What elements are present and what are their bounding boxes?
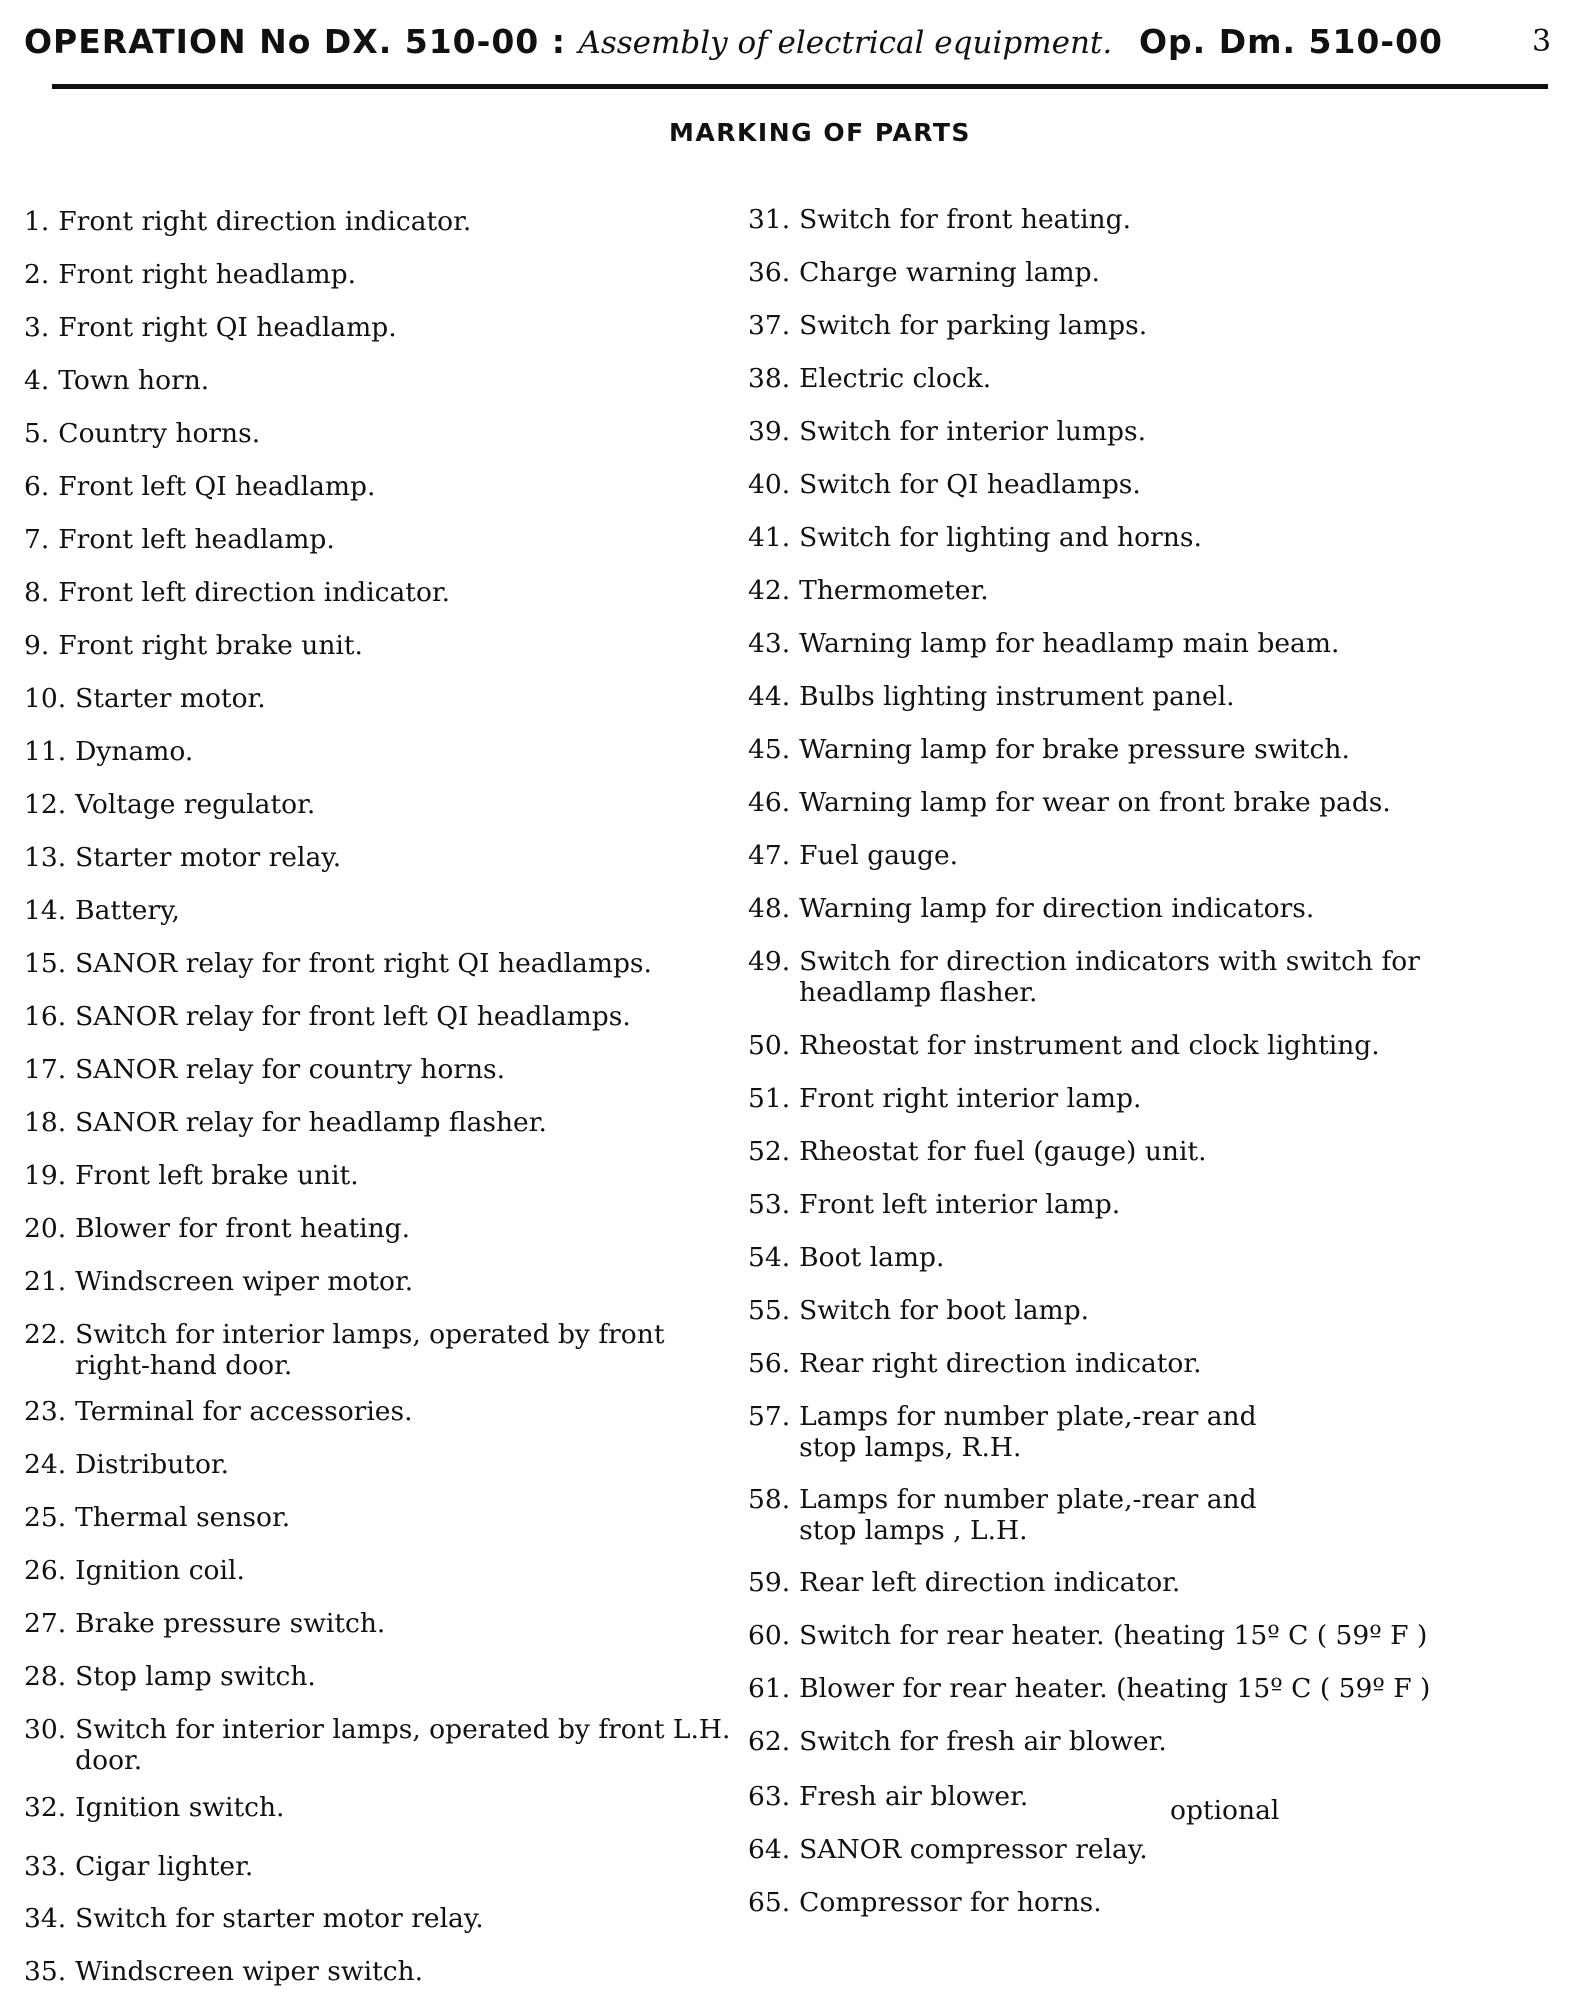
item-number: 46. xyxy=(748,787,791,818)
item-text xyxy=(75,1792,284,1823)
item-text-line: Switch for interior lamps, operated by front L.H. xyxy=(75,1714,731,1745)
item-text xyxy=(799,1887,1102,1918)
item-number: 17. xyxy=(24,1054,67,1085)
item-text xyxy=(75,1714,730,1776)
item-text xyxy=(799,1834,1148,1865)
item-number: 5. xyxy=(24,418,50,449)
item-text xyxy=(58,418,260,449)
item-number: 37. xyxy=(748,310,791,341)
item-number: 61. xyxy=(748,1673,791,1704)
item-text-line: Bulbs lighting instrument panel. xyxy=(799,681,1235,712)
item-number: 11. xyxy=(24,736,67,767)
item-number: 10. xyxy=(24,683,67,714)
item-number: 40. xyxy=(748,469,791,500)
item-text xyxy=(75,1449,229,1480)
list-item xyxy=(748,469,1141,500)
item-text xyxy=(75,1851,253,1882)
item-text-line: Switch for interior lumps. xyxy=(799,416,1147,447)
list-item xyxy=(24,1001,631,1032)
item-text xyxy=(58,630,363,661)
item-text-line: Charge warning lamp. xyxy=(799,257,1100,288)
item-text-line: Fresh air blower. xyxy=(799,1781,1029,1812)
list-item xyxy=(24,1319,664,1381)
item-text xyxy=(75,1160,358,1191)
item-number: 38. xyxy=(748,363,791,394)
item-text-line: Switch for QI headlamps. xyxy=(799,469,1141,500)
list-item xyxy=(748,628,1339,659)
item-text xyxy=(799,575,989,606)
list-item xyxy=(748,522,1202,553)
list-item xyxy=(24,1851,253,1882)
item-text-line: Dynamo. xyxy=(75,736,194,767)
item-text xyxy=(799,1083,1141,1114)
list-item xyxy=(24,1714,730,1776)
item-text xyxy=(58,524,335,555)
list-item xyxy=(748,1242,944,1273)
item-text xyxy=(799,469,1141,500)
list-item xyxy=(748,1348,1202,1379)
list-item xyxy=(24,789,315,820)
item-text-line: Thermal sensor. xyxy=(75,1502,291,1533)
list-item xyxy=(748,416,1146,447)
item-number: 65. xyxy=(748,1887,791,1918)
item-number: 36. xyxy=(748,257,791,288)
item-text-line: Cigar lighter. xyxy=(75,1851,254,1882)
list-item xyxy=(748,734,1350,765)
item-text-line: Boot lamp. xyxy=(799,1242,945,1273)
list-item xyxy=(24,842,341,873)
item-text xyxy=(75,895,180,926)
item-number: 9. xyxy=(24,630,50,661)
item-number: 43. xyxy=(748,628,791,659)
item-text xyxy=(75,789,315,820)
page-number: 3 xyxy=(1532,24,1552,59)
list-item xyxy=(748,204,1131,235)
item-text-line: Switch for front heating. xyxy=(799,204,1132,235)
list-item xyxy=(24,471,375,502)
item-text xyxy=(799,1295,1089,1326)
item-number: 60. xyxy=(748,1620,791,1651)
item-text-line: Rheostat for fuel (gauge) unit. xyxy=(799,1136,1207,1167)
item-text-line: Warning lamp for brake pressure switch. xyxy=(799,734,1350,765)
item-number: 55. xyxy=(748,1295,791,1326)
item-text xyxy=(75,736,193,767)
list-item xyxy=(748,1295,1089,1326)
optional-note: optional xyxy=(1170,1795,1280,1826)
item-text xyxy=(799,946,1420,1008)
item-number: 51. xyxy=(748,1083,791,1114)
list-item xyxy=(24,577,450,608)
item-text-line: Rear right direction indicator. xyxy=(799,1348,1202,1379)
item-text xyxy=(799,787,1391,818)
list-item xyxy=(24,418,260,449)
item-text-line: Town horn. xyxy=(58,365,210,396)
list-item xyxy=(24,1661,316,1692)
item-text xyxy=(799,416,1146,447)
list-item xyxy=(748,1567,1180,1598)
item-text-line: Distributor. xyxy=(75,1449,230,1480)
item-text-line: Electric clock. xyxy=(799,363,992,394)
item-number: 58. xyxy=(748,1484,791,1515)
header-rule xyxy=(52,84,1548,89)
item-text xyxy=(799,1620,1427,1651)
list-item xyxy=(24,1608,385,1639)
item-text-line: Compressor for horns. xyxy=(799,1887,1102,1918)
item-text xyxy=(58,577,450,608)
item-text xyxy=(799,1484,1256,1546)
item-number: 27. xyxy=(24,1608,67,1639)
item-number: 2. xyxy=(24,259,50,290)
item-text-line: Warning lamp for direction indicators. xyxy=(799,893,1315,924)
item-number: 12. xyxy=(24,789,67,820)
item-text xyxy=(799,681,1234,712)
item-number: 50. xyxy=(748,1030,791,1061)
list-item xyxy=(24,259,356,290)
item-text-line: Front right interior lamp. xyxy=(799,1083,1142,1114)
item-number: 25. xyxy=(24,1502,67,1533)
item-text-line: Lamps for number plate,-rear and xyxy=(799,1484,1257,1515)
list-item xyxy=(24,1903,484,1934)
item-text-line: Blower for rear heater. (heating 15º C ( 59º F ) xyxy=(799,1673,1431,1704)
item-number: 54. xyxy=(748,1242,791,1273)
item-text-line: SANOR compressor relay. xyxy=(799,1834,1148,1865)
item-text-line: Lamps for number plate,-rear and xyxy=(799,1401,1257,1432)
item-number: 35. xyxy=(24,1956,67,1987)
item-number: 8. xyxy=(24,577,50,608)
item-text xyxy=(58,471,375,502)
item-number: 42. xyxy=(748,575,791,606)
item-text xyxy=(75,1266,413,1297)
list-item xyxy=(748,1083,1141,1114)
item-text xyxy=(799,1136,1206,1167)
list-item xyxy=(748,1887,1102,1918)
item-text-line: Switch for direction indicators with switch for xyxy=(799,946,1420,977)
item-number: 44. xyxy=(748,681,791,712)
item-number: 19. xyxy=(24,1160,67,1191)
list-item xyxy=(24,1502,290,1533)
item-text-line: Front left brake unit. xyxy=(75,1160,359,1191)
item-number: 32. xyxy=(24,1792,67,1823)
list-item xyxy=(748,310,1147,341)
item-number: 21. xyxy=(24,1266,67,1297)
item-number: 57. xyxy=(748,1401,791,1432)
item-text-line: Front right brake unit. xyxy=(58,630,363,661)
item-text-line: Thermometer. xyxy=(799,575,989,606)
item-number: 52. xyxy=(748,1136,791,1167)
list-item xyxy=(24,1107,547,1138)
item-text-line: Switch for lighting and horns. xyxy=(799,522,1202,553)
item-number: 62. xyxy=(748,1726,791,1757)
item-text-line: Fuel gauge. xyxy=(799,840,959,871)
list-item xyxy=(24,683,266,714)
item-number: 18. xyxy=(24,1107,67,1138)
list-item xyxy=(24,895,180,926)
item-number: 33. xyxy=(24,1851,67,1882)
list-item xyxy=(24,736,193,767)
item-text-line: Front left interior lamp. xyxy=(799,1189,1121,1220)
item-text xyxy=(75,1661,316,1692)
item-text-line: Battery, xyxy=(75,895,180,926)
item-text xyxy=(799,1189,1120,1220)
item-number: 4. xyxy=(24,365,50,396)
item-number: 49. xyxy=(748,946,791,977)
list-item xyxy=(748,1484,1257,1546)
item-text xyxy=(799,893,1314,924)
item-text-line: Front left QI headlamp. xyxy=(58,471,376,502)
item-text xyxy=(58,365,209,396)
item-number: 23. xyxy=(24,1396,67,1427)
list-item xyxy=(748,946,1420,1008)
list-item xyxy=(24,524,335,555)
list-item xyxy=(24,1449,229,1480)
item-text-line: Rheostat for instrument and clock lighting. xyxy=(799,1030,1380,1061)
list-item xyxy=(748,1673,1430,1704)
item-text xyxy=(75,1608,385,1639)
item-text xyxy=(75,683,266,714)
item-text xyxy=(58,206,471,237)
item-text xyxy=(58,312,396,343)
list-item xyxy=(748,1030,1380,1061)
list-item xyxy=(748,1401,1257,1463)
list-item xyxy=(748,575,989,606)
item-text xyxy=(799,840,958,871)
item-text xyxy=(799,1726,1167,1757)
item-text xyxy=(75,1903,484,1934)
item-number: 1. xyxy=(24,206,50,237)
item-text xyxy=(75,1396,412,1427)
item-number: 16. xyxy=(24,1001,67,1032)
item-text xyxy=(799,734,1350,765)
item-text-line: Voltage regulator. xyxy=(75,789,316,820)
item-text xyxy=(799,1567,1180,1598)
list-item xyxy=(24,206,471,237)
list-item xyxy=(24,1792,284,1823)
item-text xyxy=(799,1401,1256,1463)
item-number: 22. xyxy=(24,1319,67,1350)
item-text-line: Warning lamp for wear on front brake pads. xyxy=(799,787,1391,818)
item-text-line: Windscreen wiper switch. xyxy=(75,1956,424,1987)
item-number: 20. xyxy=(24,1213,67,1244)
list-item xyxy=(748,1136,1207,1167)
item-text xyxy=(75,1001,631,1032)
item-text-line: SANOR relay for headlamp flasher. xyxy=(75,1107,547,1138)
list-item xyxy=(24,1396,413,1427)
list-item xyxy=(748,1781,1028,1812)
item-number: 34. xyxy=(24,1903,67,1934)
item-text xyxy=(799,1242,944,1273)
list-item xyxy=(748,363,991,394)
item-text-line: Rear left direction indicator. xyxy=(799,1567,1181,1598)
item-text xyxy=(799,257,1100,288)
list-item xyxy=(24,312,397,343)
item-text-line: Switch for fresh air blower. xyxy=(799,1726,1167,1757)
item-text xyxy=(799,204,1131,235)
item-number: 30. xyxy=(24,1714,67,1745)
item-number: 64. xyxy=(748,1834,791,1865)
item-text xyxy=(799,1030,1380,1061)
section-title: MARKING OF PARTS xyxy=(669,118,971,147)
list-item xyxy=(748,1726,1167,1757)
item-number: 39. xyxy=(748,416,791,447)
operation-reference: Op. Dm. 510-00 xyxy=(1139,22,1444,61)
item-text-line: door. xyxy=(75,1745,143,1776)
item-text-line: Windscreen wiper motor. xyxy=(75,1266,414,1297)
item-text-line: SANOR relay for country horns. xyxy=(75,1054,506,1085)
item-number: 26. xyxy=(24,1555,67,1586)
item-number: 14. xyxy=(24,895,67,926)
list-item xyxy=(24,1213,410,1244)
item-text xyxy=(799,628,1339,659)
item-text-line: Starter motor relay. xyxy=(75,842,342,873)
item-text xyxy=(75,1319,664,1381)
page-header xyxy=(24,18,1554,68)
item-text-line: Starter motor. xyxy=(75,683,266,714)
item-text-line: Switch for boot lamp. xyxy=(799,1295,1090,1326)
item-number: 24. xyxy=(24,1449,67,1480)
item-text xyxy=(799,1348,1201,1379)
item-text xyxy=(75,1555,245,1586)
list-item xyxy=(748,1189,1120,1220)
item-text xyxy=(799,310,1147,341)
item-number: 6. xyxy=(24,471,50,502)
item-text-line: Front left direction indicator. xyxy=(58,577,451,608)
list-item xyxy=(24,365,209,396)
item-text xyxy=(75,1054,505,1085)
item-number: 45. xyxy=(748,734,791,765)
item-text xyxy=(75,948,652,979)
item-text-line: Switch for starter motor relay. xyxy=(75,1903,484,1934)
item-text xyxy=(75,842,341,873)
item-text xyxy=(799,522,1202,553)
item-text xyxy=(799,363,991,394)
list-item xyxy=(24,948,652,979)
item-number: 7. xyxy=(24,524,50,555)
list-item xyxy=(748,787,1391,818)
item-text-line: stop lamps, R.H. xyxy=(799,1432,1022,1463)
list-item xyxy=(748,257,1100,288)
item-text-line: headlamp flasher. xyxy=(799,977,1038,1008)
item-number: 3. xyxy=(24,312,50,343)
item-text-line: Country horns. xyxy=(58,418,261,449)
item-text-line: SANOR relay for front right QI headlamps. xyxy=(75,948,652,979)
item-text-line: Terminal for accessories. xyxy=(75,1396,413,1427)
item-text xyxy=(799,1781,1028,1812)
list-item xyxy=(24,1555,245,1586)
list-item xyxy=(24,1956,423,1987)
list-item xyxy=(748,1620,1427,1651)
item-text xyxy=(75,1213,410,1244)
item-number: 15. xyxy=(24,948,67,979)
item-text xyxy=(75,1956,423,1987)
list-item xyxy=(748,840,958,871)
operation-label: OPERATION No DX. 510-00 : xyxy=(24,22,566,61)
item-text-line: Switch for parking lamps. xyxy=(799,310,1148,341)
item-text-line: stop lamps , L.H. xyxy=(799,1515,1028,1546)
item-number: 63. xyxy=(748,1781,791,1812)
item-text-line: SANOR relay for front left QI headlamps. xyxy=(75,1001,631,1032)
item-text-line: Front right direction indicator. xyxy=(58,206,472,237)
list-item xyxy=(748,681,1235,712)
item-text-line: Brake pressure switch. xyxy=(75,1608,386,1639)
operation-title: Assembly of electrical equipment. xyxy=(578,25,1113,61)
item-number: 53. xyxy=(748,1189,791,1220)
item-number: 56. xyxy=(748,1348,791,1379)
item-text-line: Switch for rear heater. (heating 15º C ( 59º F ) xyxy=(799,1620,1428,1651)
item-number: 13. xyxy=(24,842,67,873)
item-number: 41. xyxy=(748,522,791,553)
item-number: 47. xyxy=(748,840,791,871)
item-text-line: Switch for interior lamps, operated by front xyxy=(75,1319,665,1350)
item-text-line: Stop lamp switch. xyxy=(75,1661,316,1692)
item-text xyxy=(75,1107,547,1138)
item-text-line: Blower for front heating. xyxy=(75,1213,411,1244)
item-number: 31. xyxy=(748,204,791,235)
item-number: 48. xyxy=(748,893,791,924)
list-item xyxy=(748,1834,1148,1865)
item-text-line: Front right headlamp. xyxy=(58,259,356,290)
item-text-line: Front right QI headlamp. xyxy=(58,312,397,343)
operation-heading xyxy=(24,22,1112,61)
item-text-line: right-hand door. xyxy=(75,1350,293,1381)
list-item xyxy=(24,1160,359,1191)
item-text-line: Ignition switch. xyxy=(75,1792,285,1823)
item-number: 59. xyxy=(748,1567,791,1598)
item-text-line: Ignition coil. xyxy=(75,1555,245,1586)
item-text xyxy=(75,1502,290,1533)
item-text xyxy=(58,259,356,290)
list-item xyxy=(24,630,363,661)
item-text-line: Front left headlamp. xyxy=(58,524,335,555)
list-item xyxy=(24,1266,413,1297)
item-text-line: Warning lamp for headlamp main beam. xyxy=(799,628,1340,659)
list-item xyxy=(748,893,1314,924)
item-number: 28. xyxy=(24,1661,67,1692)
list-item xyxy=(24,1054,505,1085)
item-text xyxy=(799,1673,1430,1704)
